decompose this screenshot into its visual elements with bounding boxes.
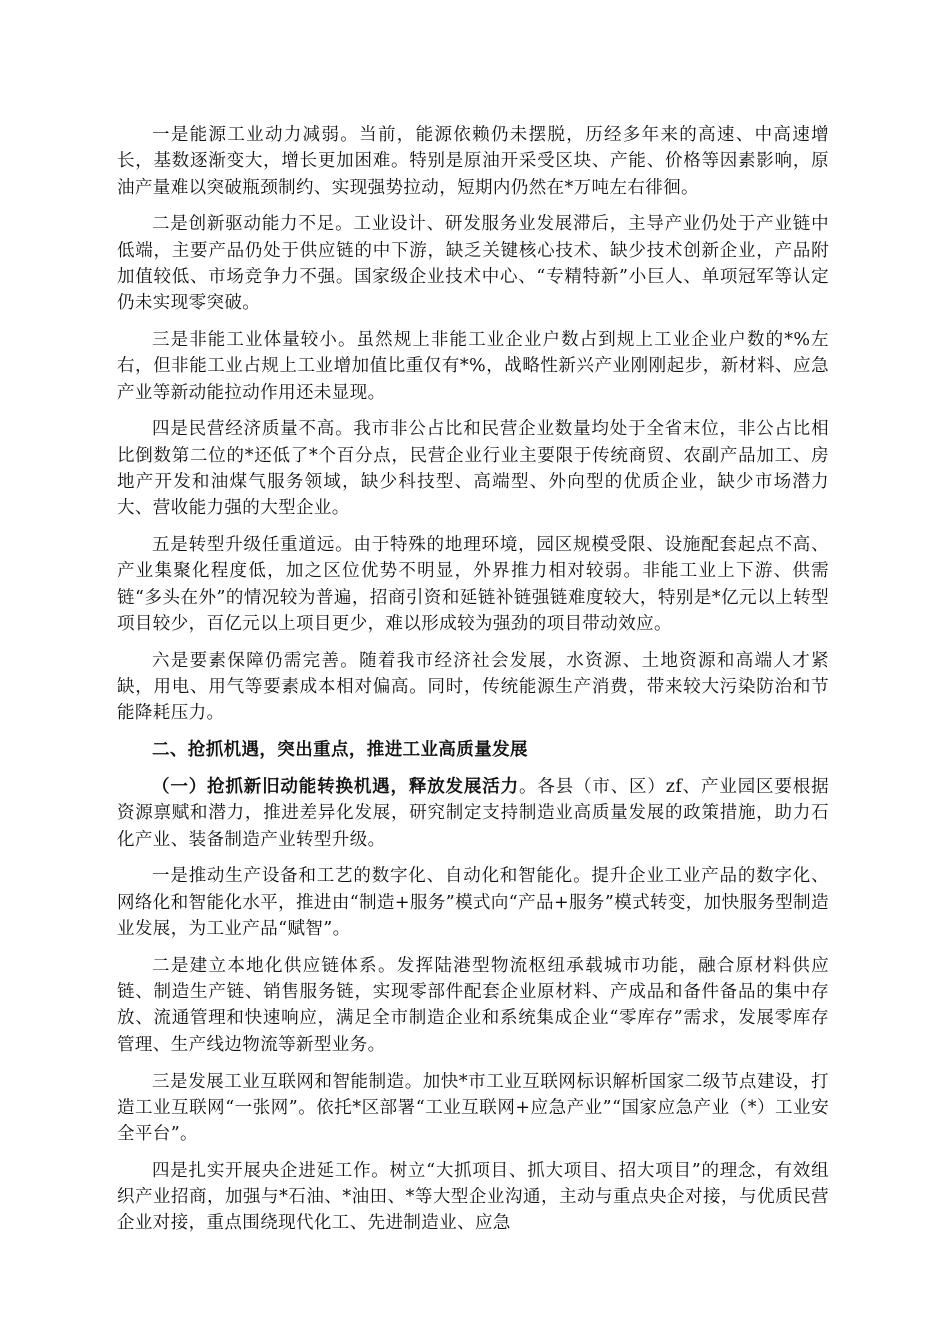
section-heading-2: 二、抢抓机遇，突出重点，推进工业高质量发展 (152, 740, 528, 761)
paragraph-industrial-internet: 三是发展工业互联网和智能制造。加快*市工业互联网标识解析国家二级节点建设，打造工业互联网“一张网”。依托*区部署“工业互联网+应急产业”“国家应急产业（*）工业安全平台”。 (117, 1071, 829, 1145)
paragraph-innovation-driving: 二是创新驱动能力不足。工业设计、研发服务业发展滞后，主导产业仍处于产业链中低端，主要产品仍处于供应链的中下游，缺乏关键核心技术、缺少技术创新企业，产品附加值较低、市场竞争力不强。国家级企业技术中心、“专精特新”小巨人、单项冠军等认定仍未实现零突破。 (117, 214, 829, 314)
subsection-heading-1: （一）抢抓新旧动能转换机遇，释放发展活力 (152, 777, 519, 798)
paragraph-factor-guarantee: 六是要素保障仍需完善。随着我市经济社会发展，水资源、土地资源和高端人才紧缺，用电、用气等要素成本相对偏高。同时，传统能源生产消费，带来较大污染防治和节能降耗压力。 (117, 650, 829, 724)
paragraph-private-economy: 四是民营经济质量不高。我市非公占比和民营企业数量均处于全省末位，非公占比相比倒数第二位的*还低了*个百分点，民营企业行业主要限于传统商贸、农副产品加工、房地产开发和油煤气服务领域，缺少科技型、高端型、外向型的优质企业，缺少市场潜力大、营收能力强的大型企业。 (117, 419, 829, 519)
paragraph-digitalization: 一是推动生产设备和工艺的数字化、自动化和智能化。提升企业工业产品的数字化、网络化和智能化水平，推进由“制造+服务”模式向“产品+服务”模式转变，加快服务型制造业发展，为工业产品“赋智”。 (117, 866, 829, 940)
paragraph-energy-industry: 一是能源工业动力减弱。当前，能源依赖仍未摆脱，历经多年来的高速、中高速增长，基数逐渐变大，增长更加困难。特别是原油开采受区块、产能、价格等因素影响，原油产量难以突破瓶颈制约、实现强势拉动，短期内仍然在*万吨左右徘徊。 (117, 125, 829, 198)
document-page (117, 122, 829, 1247)
paragraph-central-enterprises: 四是扎实开展央企进延工作。树立“大抓项目、抓大项目、招大项目”的理念，有效组织产业招商，加强与*石油、*油田、*等大型企业沟通，主动与重点央企对接，与优质民营企业对接，重点围绕现代化工、先进制造业、应急 (117, 1160, 829, 1234)
paragraph-transformation: 五是转型升级任重道远。由于特殊的地理环境，园区规模受限、设施配套起点不高、产业集聚化程度低，加之区位优势不明显，外界推力相对较弱。非能工业上下游、供需链“多头在外”的情况较为普遍，招商引资和延链补链强链难度较大，特别是*亿元以上转型项目较少，百亿元以上项目更少，难以形成较为强劲的项目带动效应。 (117, 535, 829, 635)
paragraph-supply-chain: 二是建立本地化供应链体系。发挥陆港型物流枢纽承载城市功能，融合原材料供应链、制造生产链、销售服务链，实现零部件配套企业原材料、产成品和备件备品的集中存放、流通管理和快速响应，满足全市制造企业和系统集成企业“零库存”需求，发展零库存管理、生产线边物流等新型业务。 (117, 955, 829, 1055)
paragraph-non-energy-industry: 三是非能工业体量较小。虽然规上非能工业企业户数占到规上工业企业户数的*%左右，但非能工业占规上工业增加值比重仅有*%，战略性新兴产业刚刚起步，新材料、应急产业等新动能拉动作用还未显现。 (117, 330, 829, 403)
paragraph-new-old-momentum (117, 774, 829, 853)
subsection-body-1: 。各县（市、区）zf、产业园区要根据资源禀赋和潜力，推进差异化发展，研究制定支持制造业高质量发展的政策措施，助力石化产业、装备制造产业转型升级。 (117, 777, 830, 850)
